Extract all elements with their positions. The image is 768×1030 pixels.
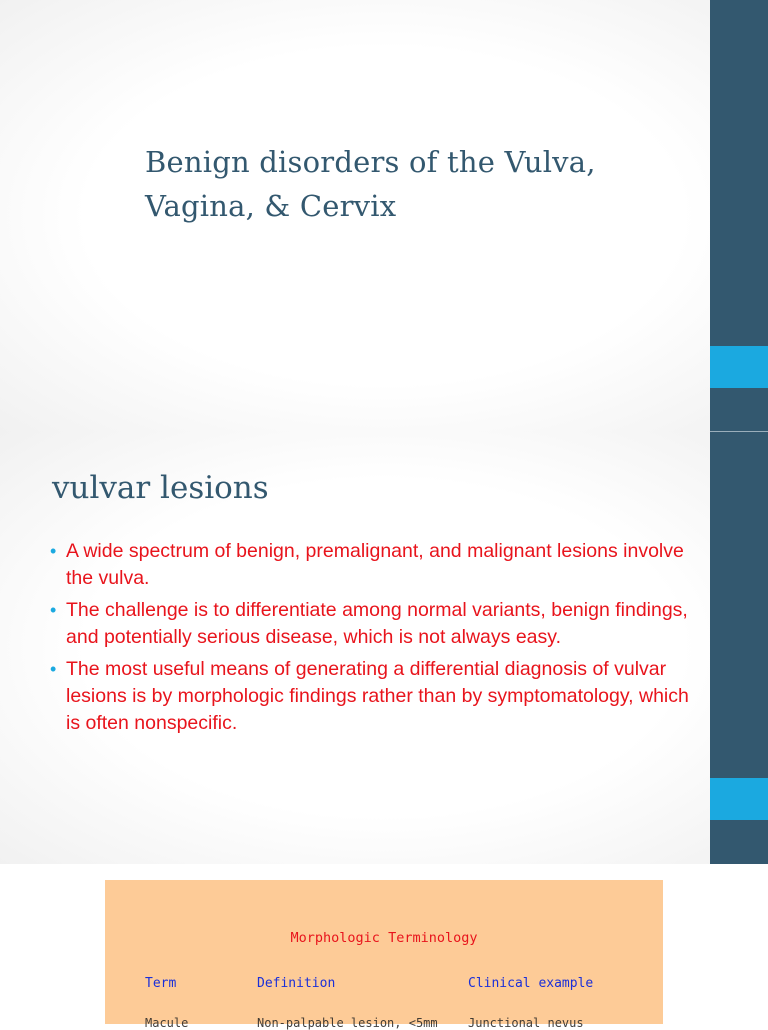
bullet-item <box>50 656 690 737</box>
side-accent <box>710 346 768 388</box>
bullet-text: The challenge is to differentiate among normal variants, benign findings, and potentially serious disease, which is not always easy. <box>66 599 688 648</box>
bullet-text: The most useful means of generating a differential diagnosis of vulvar lesions is by morphologic findings rather than by symptomatology, which is often nonspecific. <box>66 658 689 734</box>
table-cell-clinical-example: Junctional nevus <box>468 1016 584 1030</box>
side-accent <box>710 778 768 820</box>
table-header-definition: Definition <box>257 976 336 991</box>
bullet-dot-icon: • <box>50 541 57 561</box>
slide-1-title: Benign disorders of the Vulva, Vagina, & Cervix <box>145 145 596 223</box>
slide-2-title: vulvar lesions <box>52 470 269 506</box>
table-header-term: Term <box>145 976 177 991</box>
bullet-dot-icon: • <box>50 600 57 620</box>
slide-divider <box>710 431 768 432</box>
slide-1 <box>0 0 768 432</box>
slide-2 <box>0 432 768 864</box>
bullet-item <box>50 597 690 651</box>
bullet-list <box>50 538 690 742</box>
bullet-dot-icon: • <box>50 659 57 679</box>
table-cell-definition: Non-palpable lesion, <5mm <box>257 1016 438 1030</box>
terminology-table <box>105 880 663 1030</box>
bullet-text: A wide spectrum of benign, premalignant, and malignant lesions involve the vulva. <box>66 540 684 589</box>
bullet-item <box>50 538 690 592</box>
table-cell-term: Macule <box>145 1016 189 1030</box>
table-title: Morphologic Terminology <box>290 930 478 946</box>
table-header-clinical-example: Clinical example <box>468 976 594 991</box>
